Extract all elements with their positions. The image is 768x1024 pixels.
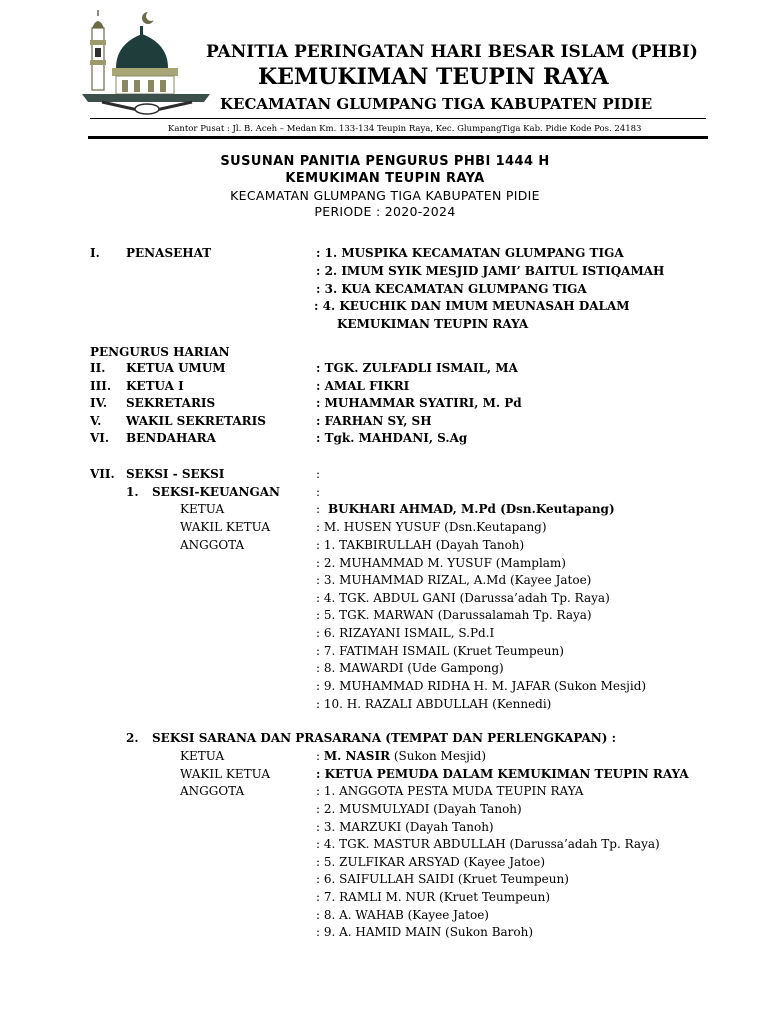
keuangan-anggota: : 7. FATIMAH ISMAIL (Kruet Teumpeun) [316,644,564,658]
doc-title-line2: KEMUKIMAN TEUPIN RAYA [285,171,485,186]
harian-row-value: : FARHAN SY, SH [316,414,432,428]
harian-row-num: III. [90,379,112,393]
doc-title-period: PERIODE : 2020-2024 [314,204,456,219]
seksi-label: SEKSI - SEKSI [126,467,225,481]
harian-row-value: : TGK. ZULFADLI ISMAIL, MA [316,361,518,375]
keuangan-anggota: : 5. TGK. MARWAN (Darussalamah Tp. Raya) [316,608,592,622]
harian-row-label: KETUA UMUM [126,361,226,375]
penasehat-num: I. [90,246,100,260]
sarana-num: 2. [126,731,139,745]
sarana-anggota-label: ANGGOTA [180,784,245,798]
keuangan-num: 1. [126,485,139,499]
harian-row-num: II. [90,361,106,375]
seksi-num: VII. [90,467,115,481]
header-rule-top [90,118,706,119]
harian-row-value: : AMAL FIKRI [316,379,410,393]
keuangan-wakil-value: : M. HUSEN YUSUF (Dsn.Keutapang) [316,520,547,534]
sarana-wakil-label: WAKIL KETUA [180,767,271,781]
sarana-ketua-place: (Sukon Mesjid) [393,749,487,763]
keuangan-wakil-label: WAKIL KETUA [180,520,271,534]
penasehat-item: : 2. IMUM SYIK MESJID JAMI’ BAITUL ISTIQAMAH [316,264,665,278]
penasehat-item: : 4. KEUCHIK DAN IMUM MEUNASAH DALAM [314,299,630,313]
sarana-anggota: : 7. RAMLI M. NUR (Kruet Teumpeun) [316,890,551,904]
header-address: Kantor Pusat : Jl. B. Aceh – Medan Km. 133-134 Teupin Raya, Kec. GlumpangTiga Kab. Pidie Kode Pos. 24183 [168,124,642,134]
harian-row-label: KETUA I [126,379,184,393]
doc-title-line1: SUSUNAN PANITIA PENGURUS PHBI 1444 H [220,154,550,169]
seksi-colon: : [316,467,321,481]
sarana-anggota: : 1. ANGGOTA PESTA MUDA TEUPIN RAYA [316,784,584,798]
keuangan-colon: : [316,485,321,499]
sarana-ketua-name: M. NASIR [323,749,391,763]
keuangan-title: SEKSI-KEUANGAN [152,485,280,499]
penasehat-item: : 3. KUA KECAMATAN GLUMPANG TIGA [316,282,587,296]
sarana-anggota: : 9. A. HAMID MAIN (Sukon Baroh) [316,925,534,939]
keuangan-anggota: : 9. MUHAMMAD RIDHA H. M. JAFAR (Sukon Mesjid) [316,679,647,693]
harian-row-label: WAKIL SEKRETARIS [126,414,266,428]
harian-row-num: VI. [90,431,110,445]
keuangan-ketua-name: BUKHARI AHMAD, M.Pd (Dsn.Keutapang) [328,502,615,516]
keuangan-anggota: : 1. TAKBIRULLAH (Dayah Tanoh) [316,538,525,552]
phbi-mosque-logo [82,8,212,118]
harian-row-label: SEKRETARIS [126,396,216,410]
penasehat-label: PENASEHAT [126,246,212,260]
header-kemukiman: KEMUKIMAN TEUPIN RAYA [258,64,609,90]
sarana-ketua-colon: : [316,749,321,763]
doc-title-line3: KECAMATAN GLUMPANG TIGA KABUPATEN PIDIE [230,188,540,203]
sarana-anggota: : 3. MARZUKI (Dayah Tanoh) [316,820,494,834]
header-rule-bottom [88,136,708,139]
keuangan-anggota: : 10. H. RAZALI ABDULLAH (Kennedi) [316,697,552,711]
harian-row-value: : Tgk. MAHDANI, S.Ag [316,431,468,445]
keuangan-anggota-label: ANGGOTA [180,538,245,552]
header-org-name: PANITIA PERINGATAN HARI BESAR ISLAM (PHBI) [206,42,698,62]
header-kecamatan: KECAMATAN GLUMPANG TIGA KABUPATEN PIDIE [220,95,653,113]
sarana-anggota: : 8. A. WAHAB (Kayee Jatoe) [316,908,489,922]
harian-heading: PENGURUS HARIAN [90,345,230,359]
harian-row-label: BENDAHARA [126,431,216,445]
sarana-anggota: : 2. MUSMULYADI (Dayah Tanoh) [316,802,522,816]
keuangan-anggota: : 2. MUHAMMAD M. YUSUF (Mamplam) [316,556,566,570]
keuangan-anggota: : 4. TGK. ABDUL GANI (Darussa’adah Tp. Raya) [316,591,610,605]
sarana-anggota: : 4. TGK. MASTUR ABDULLAH (Darussa’adah Tp. Raya) [316,837,660,851]
penasehat-item: : 1. MUSPIKA KECAMATAN GLUMPANG TIGA [316,246,624,260]
keuangan-anggota: : 3. MUHAMMAD RIZAL, A.Md (Kayee Jatoe) [316,573,592,587]
sarana-anggota: : 5. ZULFIKAR ARSYAD (Kayee Jatoe) [316,855,546,869]
harian-row-num: V. [90,414,102,428]
sarana-ketua-line [316,749,486,763]
keuangan-ketua-colon: : [316,502,321,516]
keuangan-ketua-label: KETUA [180,502,225,516]
keuangan-anggota: : 8. MAWARDI (Ude Gampong) [316,661,504,675]
keuangan-anggota: : 6. RIZAYANI ISMAIL, S.Pd.I [316,626,495,640]
penasehat-item-cont: KEMUKIMAN TEUPIN RAYA [337,317,529,331]
sarana-wakil-value: : KETUA PEMUDA DALAM KEMUKIMAN TEUPIN RAYA [316,767,689,781]
sarana-ketua-label: KETUA [180,749,225,763]
harian-row-num: IV. [90,396,108,410]
harian-row-value: : MUHAMMAR SYATIRI, M. Pd [316,396,522,410]
sarana-title: SEKSI SARANA DAN PRASARANA (TEMPAT DAN PERLENGKAPAN) : [152,731,617,745]
sarana-anggota: : 6. SAIFULLAH SAIDI (Kruet Teumpeun) [316,872,569,886]
